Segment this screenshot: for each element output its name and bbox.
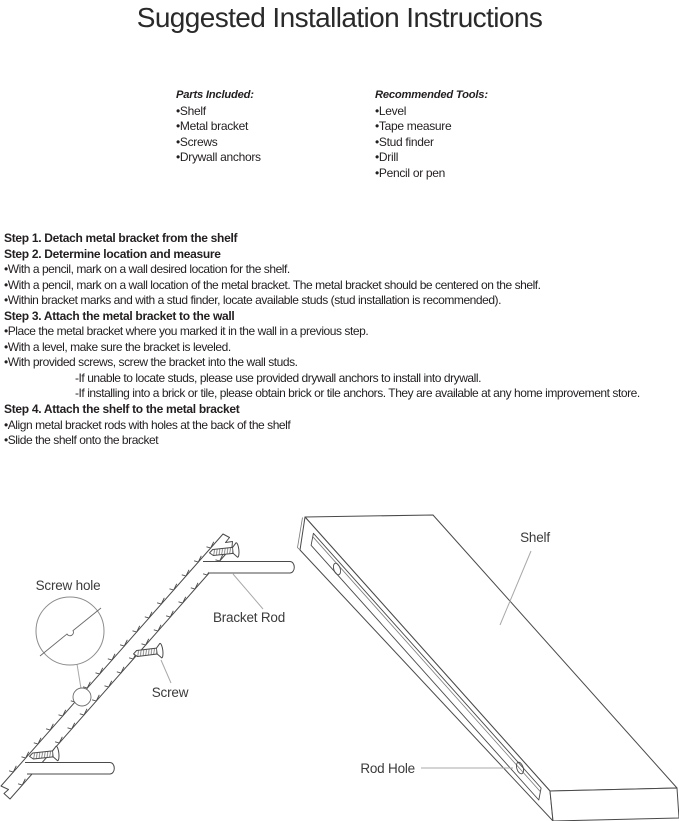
tools-item: •Level bbox=[375, 103, 407, 118]
step-heading: Step 4. Attach the shelf to the metal bracket bbox=[4, 402, 240, 417]
recommended-tools-heading: Recommended Tools: bbox=[375, 89, 488, 101]
parts-included-heading: Parts Included: bbox=[176, 89, 254, 101]
steps-section bbox=[4, 231, 640, 449]
step-bullet: •Place the metal bracket where you marked it in the wall in a previous step. bbox=[4, 324, 369, 339]
step-bullet: •With a pencil, mark on a wall desired location for the shelf. bbox=[4, 262, 290, 277]
page-title: Suggested Installation Instructions bbox=[136, 2, 543, 33]
parts-item: •Shelf bbox=[176, 103, 206, 118]
shelf-label: Shelf bbox=[520, 530, 550, 545]
step-subnote: -If installing into a brick or tile, please obtain brick or tile anchors. They are available at any home improvement store. bbox=[75, 386, 640, 401]
step-heading: Step 3. Attach the metal bracket to the wall bbox=[4, 308, 235, 323]
parts-included-list bbox=[176, 88, 261, 166]
step-heading: Step 2. Determine location and measure bbox=[4, 246, 221, 261]
tools-item: •Pencil or pen bbox=[375, 165, 446, 180]
tools-item: •Drill bbox=[375, 150, 399, 165]
magnifier-circle bbox=[36, 597, 104, 665]
step-bullet: •Slide the shelf onto the bracket bbox=[4, 433, 159, 448]
recommended-tools-list bbox=[375, 88, 488, 182]
parts-item: •Drywall anchors bbox=[176, 150, 261, 165]
screw-hole-magnifier bbox=[36, 597, 104, 706]
tools-item: •Stud finder bbox=[375, 134, 434, 149]
installation-diagram bbox=[0, 490, 679, 821]
step-bullet: •With a pencil, mark on a wall location of the metal bracket. The metal bracket should be centered on the shelf. bbox=[4, 277, 541, 292]
step-bullet: •Align metal bracket rods with holes at the back of the shelf bbox=[4, 417, 291, 432]
shelf-drawing bbox=[298, 515, 679, 821]
bracket-rod-leader bbox=[233, 574, 263, 609]
shelf-end-face bbox=[550, 788, 679, 821]
metal-bracket-drawing bbox=[1, 534, 233, 799]
bracket-bar-outline bbox=[1, 534, 233, 799]
screw-hole-callout-circle bbox=[73, 688, 91, 706]
step-subnote: -If unable to locate studs, please use provided drywall anchors to install into drywall. bbox=[75, 370, 481, 385]
screw-hole-label: Screw hole bbox=[35, 578, 101, 593]
screw-label: Screw bbox=[151, 685, 189, 700]
rod-hole-label: Rod Hole bbox=[360, 761, 415, 776]
step-bullet: •With provided screws, screw the bracket into the wall studs. bbox=[4, 355, 298, 370]
bracket-rods bbox=[25, 562, 294, 775]
screw-middle bbox=[133, 643, 164, 661]
step-bullet: •With a level, make sure the bracket is leveled. bbox=[4, 339, 231, 354]
parts-item: •Screws bbox=[176, 134, 218, 149]
tools-item: •Tape measure bbox=[375, 119, 452, 134]
step-heading: Step 1. Detach metal bracket from the shelf bbox=[4, 231, 238, 245]
parts-item: •Metal bracket bbox=[176, 119, 249, 134]
bracket-rod-label: Bracket Rod bbox=[212, 610, 286, 625]
magnifier-connector-line bbox=[77, 664, 81, 689]
screw-leader bbox=[161, 660, 171, 683]
step-bullet: •Within bracket marks and with a stud finder, locate available studs (stud installation is recommended). bbox=[4, 293, 501, 308]
